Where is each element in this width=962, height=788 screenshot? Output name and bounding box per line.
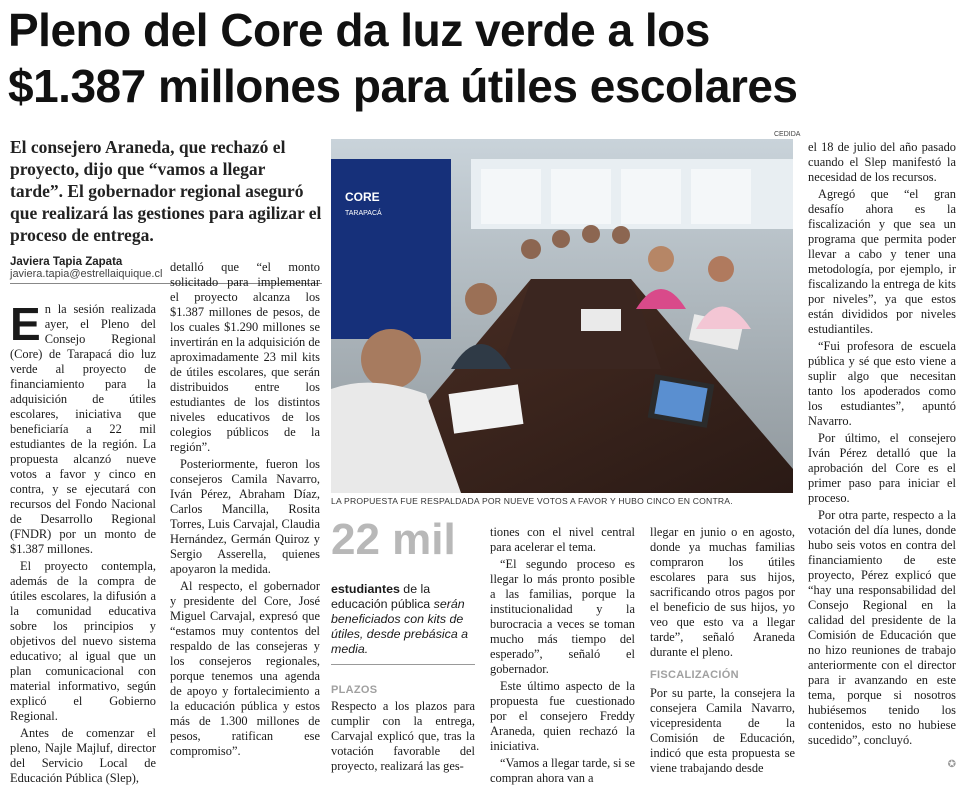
end-mark-icon: ✪ xyxy=(947,759,956,770)
column-2 xyxy=(170,260,320,761)
paragraph: Posteriormente, fueron los consejeros Camila Navarro, Iván Pérez, Abraham Díaz, Carlos Mancilla, Rosita Torres, Luis Carvajal, Claudia Hernández, Germán Quiroz y Sergio Asserella, quienes apoyaron la medida. xyxy=(170,457,320,576)
paragraph: En la sesión realizada ayer, el Pleno del Consejo Regional (Core) de Tarapacá dio luz verde al proyecto de financiamiento para la adquisición de útiles escolares, iniciativa que beneficiaría a 22 mil estudiantes de la región. La propuesta alcanzó nueve votos a favor y cinco en contra, y se ejecutará con recursos del Fondo Nacional de Desarrollo Regional (FNDR) por un monto de $1.387 millones. xyxy=(10,298,156,556)
paragraph: “Vamos a llegar tarde, si se compran ahora van a xyxy=(490,756,635,785)
stat-bold: estudiantes xyxy=(331,582,400,596)
photo-caption: LA PROPUESTA FUE RESPALDADA POR NUEVE VOTOS A FAVOR Y HUBO CINCO EN CONTRA. xyxy=(331,496,733,506)
paragraph: Al respecto, el gobernador y presidente del Core, José Miguel Carvajal, expresó que “estamos muy contentos del respaldo de las consejeras y los consejeros regionales, porque tenemos una agenda de apoyo y fortalecimiento a la educación pública y estos más de 1.300 millones de pesos, ratifican ese compromiso”. xyxy=(170,579,320,758)
paragraph: el 18 de julio del año pasado cuando el Slep manifestó la necesidad de los recursos. xyxy=(808,140,956,184)
column-3-plazos xyxy=(331,699,475,776)
banner-text: CORE xyxy=(345,190,380,204)
paragraph: El proyecto contempla, además de la compra de útiles escolares, la difusión a la comunidad educativa sobre los principios y objetivos del nuevo sistema educativo; al igual que un plan comunicacional con material informativo, según explicó el Gobierno Regional. xyxy=(10,559,156,723)
paragraph: “Fui profesora de escuela pública y sé que esto viene a suplir algo que necesitan tanto los apoderados como los estudiantes”, apuntó Navarro. xyxy=(808,339,956,428)
section-heading-plazos: PLAZOS xyxy=(331,684,378,696)
paragraph: Respecto a los plazos para cumplir con la entrega, Carvajal explicó que, tras la votación favorable del proyecto, realizará las ges- xyxy=(331,699,475,773)
paragraph: Agregó que “el gran desafío ahora es la fiscalización y que sea un programa que permita poder llevar a cabo y tener una metodología, por ejemplo, ir fiscalizando la entrega de kits por niveles”, ya que estos están divididos por niveles estudiantiles. xyxy=(808,187,956,336)
article-photo xyxy=(331,139,793,493)
paragraph: Por su parte, la consejera la consejera Camila Navarro, vicepresidenta de la Comisión de Educación, indicó que esta propuesta se viene trabajando desde xyxy=(650,686,795,775)
column-6 xyxy=(808,140,956,750)
paragraph: tiones con el nivel central para acelerar el tema. xyxy=(490,525,635,554)
paragraph: Por otra parte, respecto a la votación del día lunes, donde hubo seis votos en contra del financiamiento de este proyecto, Pérez explicó que “hay una responsabilidad del Consejo Regional en la calidad del presidente de la Comisión de Educación que no hizo reuniones de trabajo anteriormente con el director para ir avanzando en este tema, porque si nosotros hubiésemos tenido los contenidos, esto no hubiese sucedido”, concluyó. xyxy=(808,508,956,747)
banner-subtext: TARAPACÁ xyxy=(345,210,382,217)
paragraph: Antes de comenzar el pleno, Najle Majluf, director del Servicio Local de Educación Pública (Slep), xyxy=(10,726,156,785)
drop-cap: E xyxy=(10,298,41,350)
divider xyxy=(331,664,475,665)
paragraph: llegar en junio o en agosto, donde ya muchas familias compraron los útiles escolares para sus hijos, sacrificando otros pagos por el beneficio de sus hijos, yo veo que esto va a llegar tarde”, señaló Araneda durante el pleno. xyxy=(650,525,795,659)
column-5 xyxy=(650,525,795,778)
headline xyxy=(8,2,958,114)
meeting-photo-illustration xyxy=(331,139,793,493)
stat-italic: serán beneficiados con kits de útiles, desde prebásica a media. xyxy=(331,597,469,656)
column-4 xyxy=(490,525,635,788)
author-name: Javiera Tapia Zapata xyxy=(10,256,123,268)
author-email[interactable]: javiera.tapia@estrellaiquique.cl xyxy=(10,268,322,284)
paragraph: detalló que “el monto solicitado para implementar el proyecto alcanza los $1.387 millones de pesos, de los cuales $1.290 millones se invertirán en la adquisición de aproximadamente 23 mil kits de útiles escolares, que serán distribuidos entre los estudiantes de los distintos niveles educativos de los colegios públicos de la región”. xyxy=(170,260,321,454)
headline-line-2: $1.387 millones para útiles escolares xyxy=(8,60,798,112)
subheadline: El consejero Araneda, que rechazó el proyecto, dijo que “vamos a llegar tarde”. El gobernador regional aseguró que realizará las gestiones para agilizar el proceso de entrega. xyxy=(10,137,322,245)
section-heading-fiscalizacion: FISCALIZACIÓN xyxy=(650,669,739,681)
stat-number: 22 mil xyxy=(331,515,456,564)
column-1 xyxy=(10,298,156,788)
paragraph: Este último aspecto de la propuesta fue cuestionado por el consejero Freddy Araneda, quien rechazó la iniciativa. xyxy=(490,679,635,753)
photo-credit: CEDIDA xyxy=(774,131,801,138)
stat-description: estudiantes de la educación pública serán beneficiados con kits de útiles, desde prebásica a media. xyxy=(331,582,469,656)
paragraph: Por último, el consejero Iván Pérez detalló que la aprobación del Core es el primer paso para iniciar el proceso. xyxy=(808,431,956,505)
paragraph: “El segundo proceso es llegar lo más pronto posible a las familias, porque la institucionalidad y la burocracia a veces se toman mucho más tiempo del esperado”, señaló el gobernador. xyxy=(490,557,635,676)
headline-line-1: Pleno del Core da luz verde a los xyxy=(8,4,710,56)
